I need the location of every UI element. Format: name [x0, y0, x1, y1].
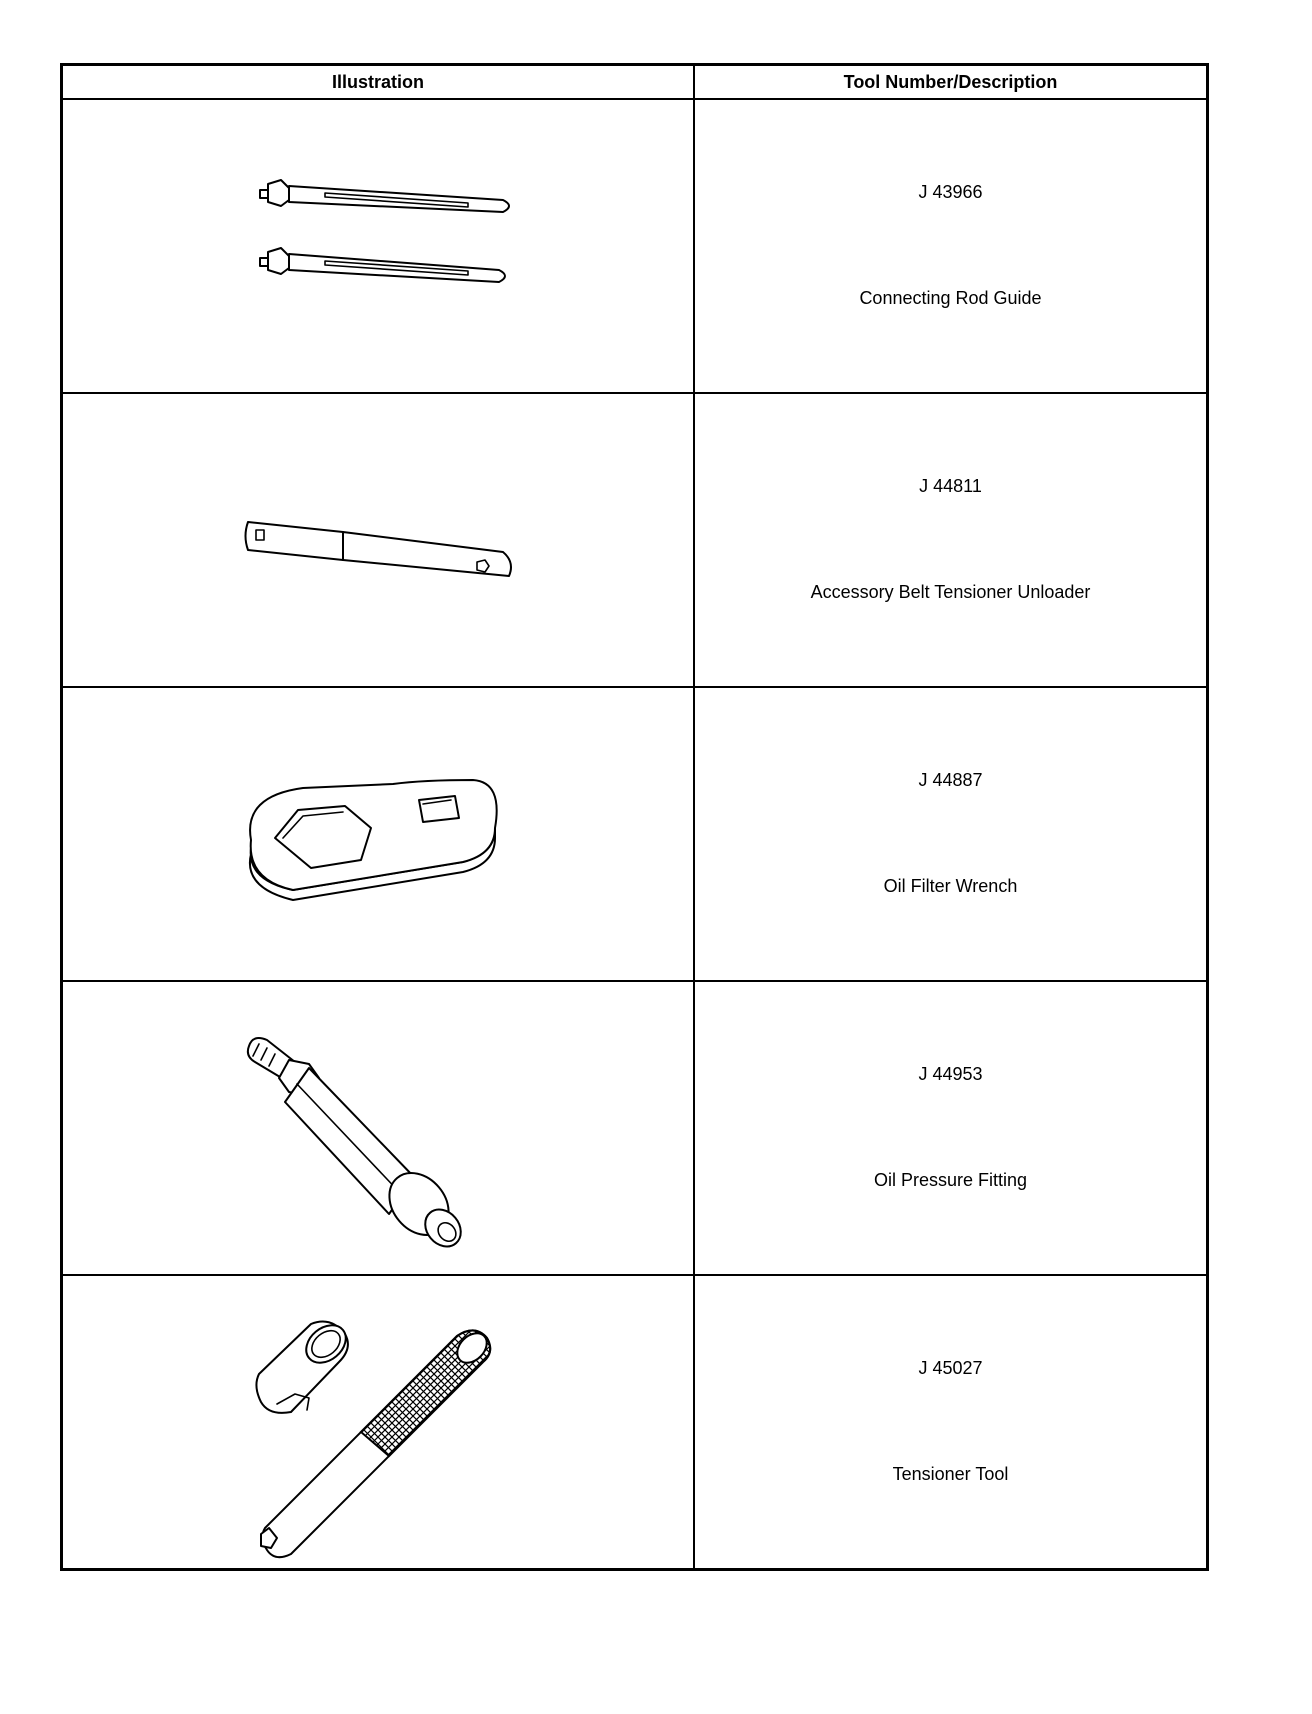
- tool-description: Accessory Belt Tensioner Unloader: [810, 582, 1091, 602]
- illustration-cell: [62, 981, 695, 1275]
- table-row: [62, 981, 1208, 1275]
- tool-info-cell: [694, 981, 1208, 1275]
- table-row: [62, 1275, 1208, 1570]
- illustration-cell: [62, 393, 695, 687]
- tool-info-cell: [694, 687, 1208, 981]
- oil-pressure-fitting-illustration: [63, 982, 693, 1274]
- illustration-cell: [62, 687, 695, 981]
- tool-description: Oil Pressure Fitting: [873, 1170, 1028, 1190]
- tool-description: Tensioner Tool: [892, 1464, 1009, 1484]
- tool-table: [60, 63, 1209, 1571]
- table-row: [62, 99, 1208, 393]
- tool-info-cell: [694, 99, 1208, 393]
- header-row: [62, 65, 1208, 100]
- table-row: [62, 687, 1208, 981]
- illustration-cell: [62, 99, 695, 393]
- tool-number: J 44811: [919, 476, 982, 496]
- belt-tensioner-unloader-illustration: [63, 394, 693, 686]
- illustration-cell: [62, 1275, 695, 1570]
- tool-number: J 44953: [918, 1064, 983, 1084]
- tool-number: J 45027: [918, 1358, 983, 1378]
- table-row: [62, 393, 1208, 687]
- tool-description: Oil Filter Wrench: [883, 876, 1018, 896]
- tool-info-cell: [694, 393, 1208, 687]
- tool-number: J 43966: [918, 182, 983, 202]
- tensioner-tool-illustration: [63, 1276, 693, 1568]
- connecting-rod-guide-illustration: [63, 100, 693, 392]
- tool-description: Connecting Rod Guide: [859, 288, 1042, 308]
- oil-filter-wrench-illustration: [63, 688, 693, 980]
- header-tool-number-description: Tool Number/Description: [694, 65, 1208, 100]
- tool-number: J 44887: [918, 770, 983, 790]
- header-illustration: Illustration: [62, 65, 695, 100]
- tool-info-cell: [694, 1275, 1208, 1570]
